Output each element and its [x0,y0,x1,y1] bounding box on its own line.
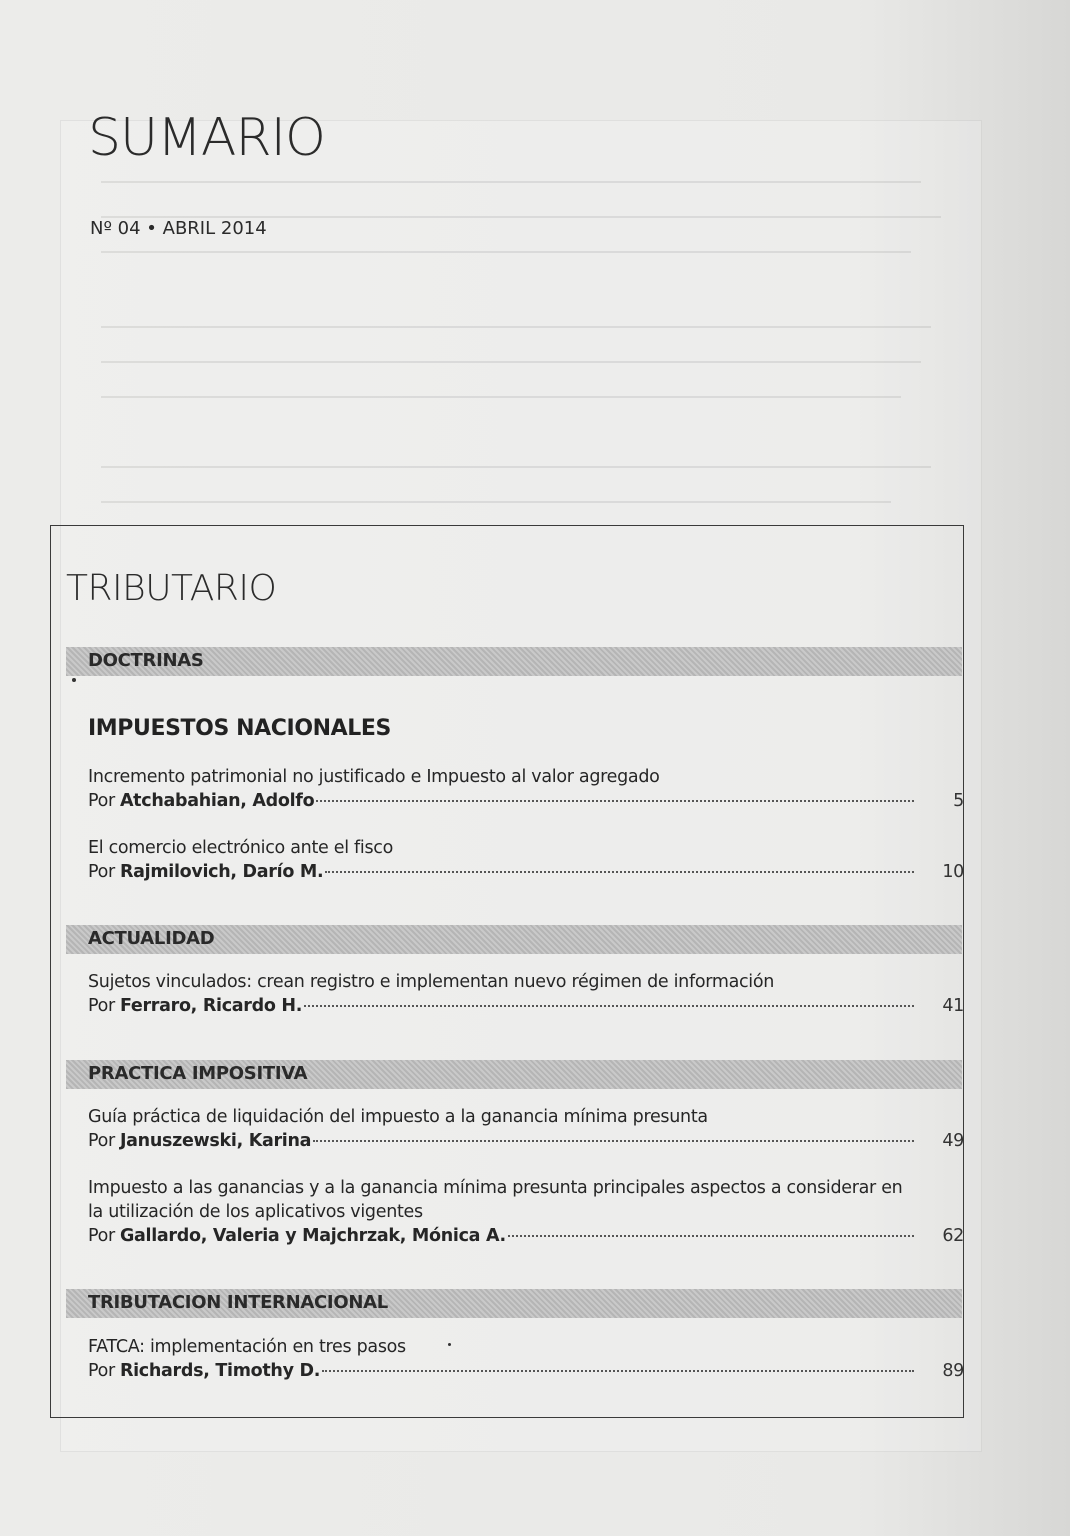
leader-dots [313,1139,914,1142]
category-bar-doctrinas [66,647,962,676]
entry-title: El comercio electrónico ante el fisco [88,838,393,858]
entry-author: Januszewski, Karina [119,1131,312,1151]
print-speck [448,1343,451,1346]
entry-title: Incremento patrimonial no justificado e Impuesto al valor agregado [88,767,660,787]
category-label: DOCTRINAS [88,650,204,671]
subheading: IMPUESTOS NACIONALES [88,716,391,741]
category-bar-actualidad [66,925,962,954]
leader-dots [304,1004,914,1007]
toc-entry[interactable] [88,1105,964,1153]
entry-author: Atchabahian, Adolfo [119,791,315,811]
entry-author: Rajmilovich, Darío M. [119,862,324,882]
category-bar-tributacion-internacional [66,1289,962,1318]
entry-page-number: 89 [942,1361,964,1381]
entry-page-number: 10 [942,862,964,882]
issue-label: Nº 04 • ABRIL 2014 [90,218,267,239]
entry-page-number: 49 [942,1131,964,1151]
section-title: TRIBUTARIO [66,568,277,609]
print-speck [72,678,76,682]
entry-author: Gallardo, Valeria y Majchrzak, Mónica A. [119,1226,506,1246]
entry-by: Por [88,1361,115,1381]
toc-entry[interactable] [88,1176,964,1248]
toc-entry[interactable] [88,765,964,813]
toc-entry[interactable] [88,970,964,1018]
entry-by: Por [88,1131,115,1151]
category-label: ACTUALIDAD [88,928,215,949]
toc-entry[interactable] [88,836,964,884]
entry-author: Ferraro, Ricardo H. [119,996,303,1016]
leader-dots [322,1369,914,1372]
entry-title: Guía práctica de liquidación del impuesto a la ganancia mínima presunta [88,1107,708,1127]
page-title: SUMARIO [88,108,325,168]
category-label: TRIBUTACION INTERNACIONAL [88,1292,388,1313]
entry-by: Por [88,791,115,811]
entry-page-number: 41 [942,996,964,1016]
toc-entry[interactable] [88,1335,964,1383]
entry-author: Richards, Timothy D. [119,1361,321,1381]
leader-dots [325,870,914,873]
entry-page-number: 5 [953,791,964,811]
entry-title: Impuesto a las ganancias y a la ganancia mínima presunta principales aspectos a considerar en la utilización de los aplicativos vigentes [88,1178,903,1222]
leader-dots [508,1234,914,1237]
entry-title: Sujetos vinculados: crean registro e implementan nuevo régimen de información [88,972,775,992]
category-label: PRACTICA IMPOSITIVA [88,1063,308,1084]
leader-dots [316,799,914,802]
entry-by: Por [88,862,115,882]
entry-title: FATCA: implementación en tres pasos [88,1337,406,1357]
entry-by: Por [88,1226,115,1246]
entry-by: Por [88,996,115,1016]
category-bar-practica-impositiva [66,1060,962,1089]
entry-page-number: 62 [942,1226,964,1246]
